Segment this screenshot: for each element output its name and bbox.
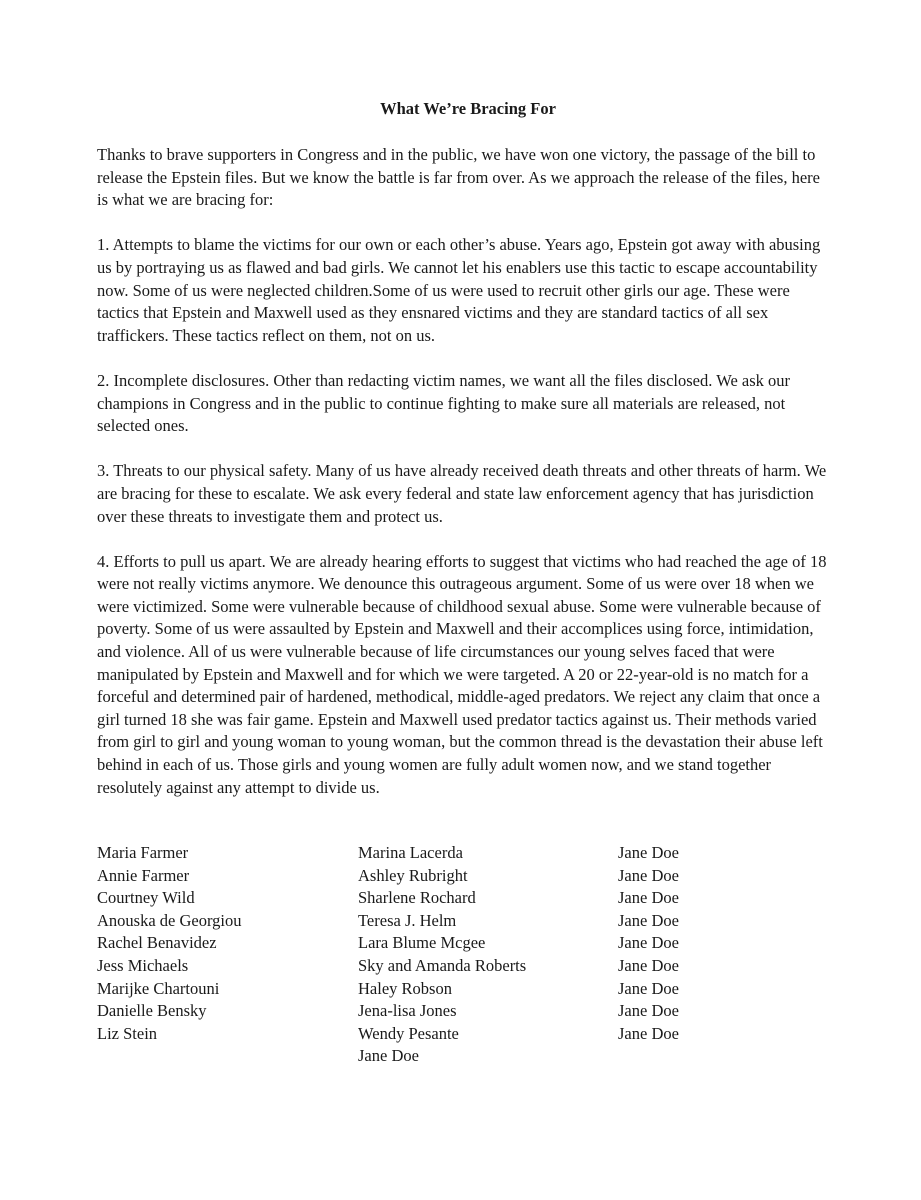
signature-name: Annie Farmer: [97, 865, 190, 885]
point-2-paragraph: 2. Incomplete disclosures. Other than redacting victim names, we want all the files disclosed. We ask our champions in Congress and in the public to continue fighting to make sure all materials are released, not selected ones.: [97, 370, 791, 436]
document-body: [97, 144, 832, 822]
signature-name: Jane Doe: [618, 978, 679, 998]
signature-name: Danielle Bensky: [97, 1001, 207, 1021]
point-3-paragraph: 3. Threats to our physical safety. Many of us have already received death threats and other threats of harm. We are bracing for these to escalate. We ask every federal and state law enforcement agency that has jurisdiction over these threats to investigate them and protect us.: [97, 461, 827, 526]
signature-name: Courtney Wild: [97, 888, 195, 908]
signature-name: Teresa J. Helm: [358, 910, 457, 930]
signature-name: Jena-lisa Jones: [358, 1001, 457, 1021]
signature-name: Anouska de Georgiou: [97, 910, 242, 930]
signature-name: Lara Blume Mcgee: [358, 933, 486, 953]
signature-name: Haley Robson: [358, 978, 452, 998]
signature-name: Liz Stein: [97, 1023, 158, 1043]
signature-name: Rachel Benavidez: [97, 933, 217, 953]
signature-name: Wendy Pesante: [358, 1023, 459, 1043]
point-4-paragraph: 4. Efforts to pull us apart. We are already hearing efforts to suggest that victims who had reached the age of 18 were not really victims anymore. We denounce this outrageous argument. Some of us were over 18 when we were victimized. Some were vulnerable because of childhood sexual abuse. Some were vulnerable because of poverty. Some of us were assaulted by Epstein and Maxwell and their accomplices using force, intimidation, and violence. All of us were vulnerable because of life circumstances our young selves faced that were manipulated by Epstein and Maxwell and for which we were targeted. A 20 or 22-year-old is no match for a forceful and determined pair of hardened, methodical, middle-aged predators. We reject any claim that once a girl turned 18 she was fair game. Epstein and Maxwell used predator tactics against us. Their methods varied from girl to girl and young woman to young woman, but the common thread is the devastation their abuse left behind in each of us. Those girls and young women are fully adult women now, and we stand together resolutely against any attempt to divide us.: [97, 551, 827, 797]
signature-name: Sky and Amanda Roberts: [358, 955, 527, 975]
signature-name: Jane Doe: [618, 955, 679, 975]
signature-name: Marina Lacerda: [358, 843, 463, 862]
signature-name: Sharlene Rochard: [358, 888, 476, 908]
document-title: What We’re Bracing For: [380, 99, 556, 118]
point-1-paragraph: 1. Attempts to blame the victims for our own or each other’s abuse. Years ago, Epstein got away with abusing us by portraying us as flawed and bad girls. We cannot let his enablers use this tactic to escape accountability now. Some of us were neglected children.Some of us were used to recruit other girls our age. These were tactics that Epstein and Maxwell used as they ensnared victims and they are standard tactics of all sex traffickers. These tactics reflect on them, not on us.: [97, 235, 821, 345]
signature-column-2: [358, 842, 526, 1068]
signature-name: Ashley Rubright: [358, 865, 468, 885]
signature-name: Marijke Chartouni: [97, 978, 220, 998]
signature-name: Jane Doe: [358, 1046, 419, 1066]
signature-column-3: [618, 842, 679, 1045]
intro-paragraph: Thanks to brave supporters in Congress and in the public, we have won one victory, the passage of the bill to release the Epstein files. But we know the battle is far from over. As we approach the release of the files, here is what we are bracing for:: [97, 145, 820, 210]
signature-name: Jane Doe: [618, 933, 679, 953]
signature-name: Jane Doe: [618, 910, 679, 930]
signature-name: Jess Michaels: [97, 955, 189, 975]
signature-name: Jane Doe: [618, 865, 679, 885]
signature-name: Jane Doe: [618, 1001, 679, 1021]
signature-name: Jane Doe: [618, 1023, 679, 1043]
signature-name: Jane Doe: [618, 843, 679, 862]
signature-name: Jane Doe: [618, 888, 679, 908]
signature-column-1: [97, 842, 242, 1045]
signature-name: Maria Farmer: [97, 843, 189, 862]
